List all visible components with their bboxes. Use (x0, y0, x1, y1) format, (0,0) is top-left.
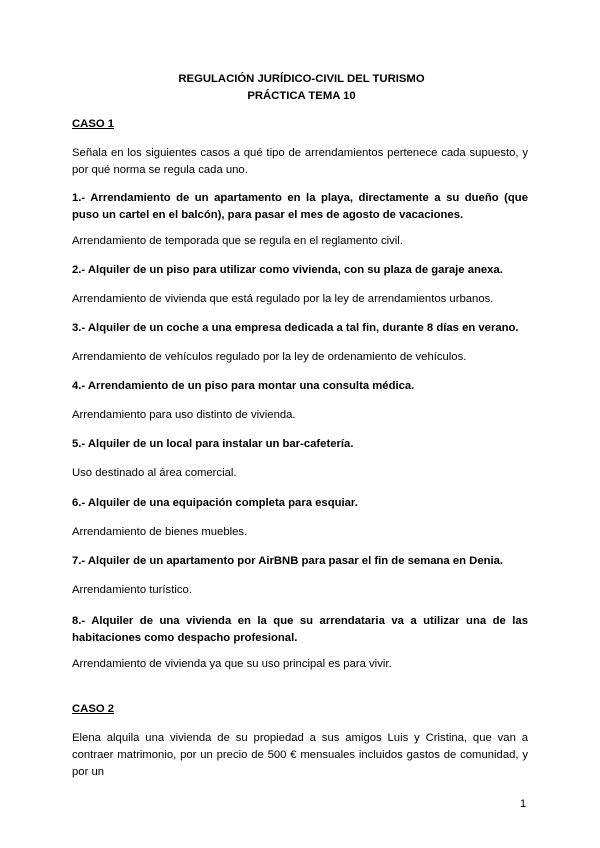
answer-8: Arrendamiento de vivienda ya que su uso principal es para vivir. (72, 658, 392, 670)
answer-2: Arrendamiento de vivienda que está regulado por la ley de arrendamientos urbanos. (72, 293, 494, 305)
answer-4: Arrendamiento para uso distinto de vivienda. (72, 409, 296, 421)
page-number: 1 (520, 798, 527, 810)
question-8: 8.- Alquiler de una vivienda en la que su arrendataria va a utilizar una de las habitaciones como despacho profesional. (72, 615, 528, 644)
caso-2-text: Elena alquila una vivienda de su propiedad a sus amigos Luis y Cristina, que van a contraer matrimonio, por un precio de 500 € mensuales incluidos gastos de comunidad, y por un (72, 732, 528, 778)
document-title (0, 71, 600, 105)
question-1: 1.- Arrendamiento de un apartamento en la playa, directamente a su dueño (que puso un cartel en el balcón), para pasar el mes de agosto de vacaciones. (72, 192, 528, 221)
question-4: 4.- Arrendamiento de un piso para montar una consulta médica. (72, 380, 415, 392)
title-line-1: REGULACIÓN JURÍDICO-CIVIL DEL TURISMO (178, 73, 425, 85)
title-line-2: PRÁCTICA TEMA 10 (247, 90, 356, 102)
question-3: 3.- Alquiler de un coche a una empresa dedicada a tal fin, durante 8 días en verano. (72, 322, 519, 334)
answer-7: Arrendamiento turístico. (72, 584, 192, 596)
answer-5: Uso destinado al área comercial. (72, 467, 237, 479)
answer-3: Arrendamiento de vehículos regulado por la ley de ordenamiento de vehículos. (72, 351, 467, 363)
answer-6: Arrendamiento de bienes muebles. (72, 526, 248, 538)
caso-2-heading: CASO 2 (72, 703, 115, 715)
question-7: 7.- Alquiler de un apartamento por AirBNB para pasar el fin de semana en Denia. (72, 555, 504, 567)
caso-1-intro: Señala en los siguientes casos a qué tipo de arrendamientos pertenece cada supuesto, y por qué norma se regula cada uno. (72, 147, 528, 176)
caso-1-heading: CASO 1 (72, 118, 115, 130)
question-5: 5.- Alquiler de un local para instalar un bar-cafetería. (72, 438, 354, 450)
question-6: 6.- Alquiler de una equipación completa para esquiar. (72, 497, 358, 509)
question-2: 2.- Alquiler de un piso para utilizar como vivienda, con su plaza de garaje anexa. (72, 264, 503, 276)
answer-1: Arrendamiento de temporada que se regula en el reglamento civil. (72, 235, 403, 247)
